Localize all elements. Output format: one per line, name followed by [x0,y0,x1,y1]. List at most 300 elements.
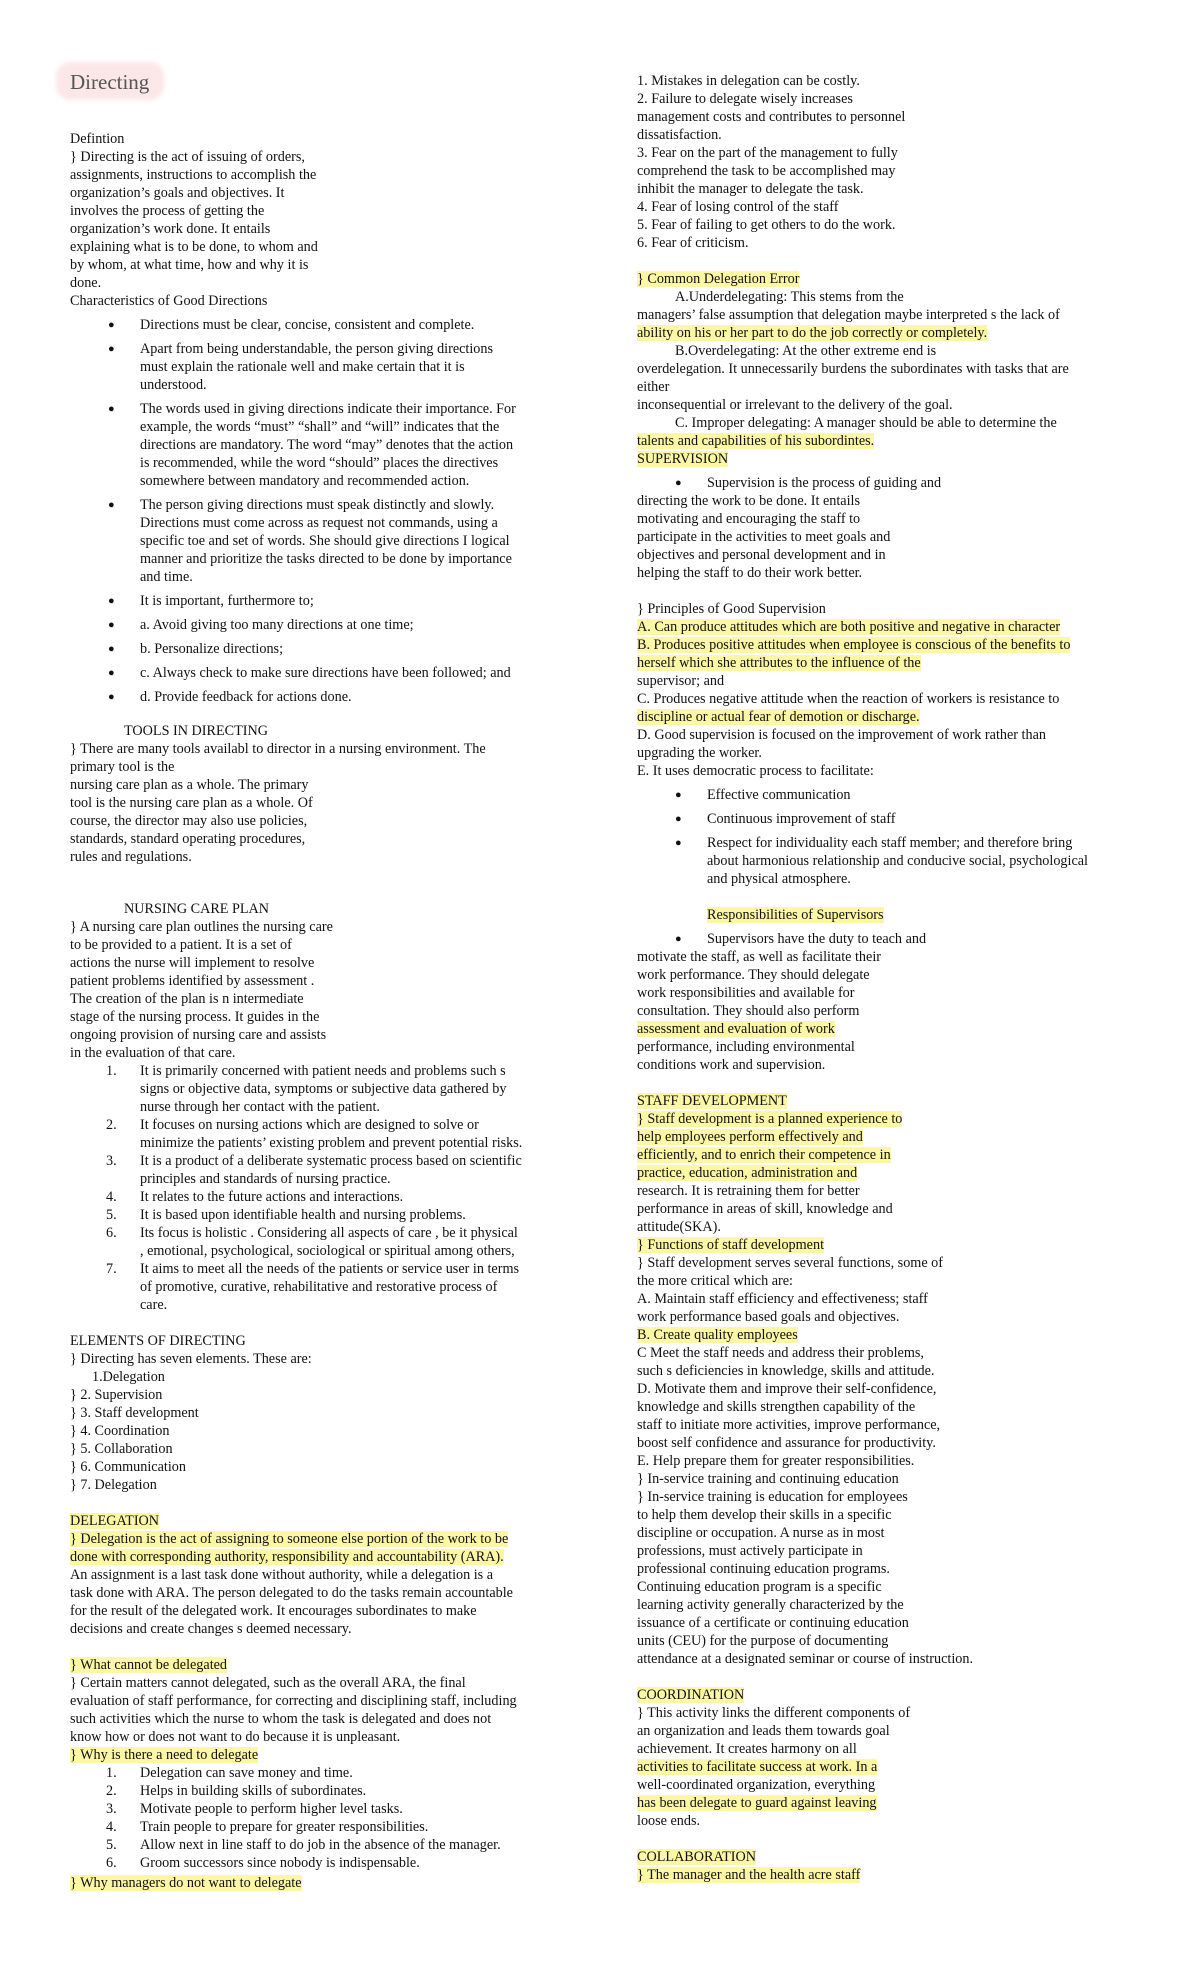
text-line-content: comprehend the task to be accomplished may [637,163,896,179]
text-line [637,324,987,342]
text-line-content: 4. Fear of losing control of the staff [637,199,839,215]
text-line [637,1272,793,1290]
text-line [637,396,953,414]
text-line-content: specific toe and set of words. She should give directions I logical [140,533,510,549]
text-line-content: efficiently, and to enrich their competence in [637,1147,891,1163]
text-line [637,72,860,90]
text-line [637,1614,909,1632]
text-line [637,1758,877,1776]
text-line [637,1722,890,1740]
text-line-content: nurse through her contact with the patient. [140,1099,380,1115]
text-line [70,918,333,936]
text-line [637,216,895,234]
text-line [140,1836,501,1854]
text-line [70,256,308,274]
text-line [106,1836,117,1854]
text-line-content: Characteristics of Good Directions [70,293,268,309]
text-line [637,690,1059,708]
text-line-content: organization’s work done. It entails [70,221,271,237]
text-line [675,342,936,360]
text-line-content: NURSING CARE PLAN [124,901,270,917]
text-line-content: 1. [106,1765,117,1781]
text-line-content: Directions must come across as request not commands, using a [140,515,498,531]
text-line-content: Motivate people to perform higher level tasks. [140,1801,403,1817]
text-line [637,1182,860,1200]
text-line [637,1650,973,1668]
text-line-content: for the result of the delegated work. It encourages subordinates to make [70,1603,477,1619]
text-line-content: discipline or occupation. A nurse as in most [637,1525,885,1541]
text-line [70,830,305,848]
text-line [637,432,874,450]
bullet-icon: ● [675,933,682,945]
text-line [707,930,926,948]
text-line [637,234,749,252]
text-line [637,1344,924,1362]
text-line [637,1038,855,1056]
text-line-content: herself which she attributes to the influence of the [637,655,921,671]
text-line-content: Allow next in line staff to do job in the absence of the manager. [140,1837,501,1853]
text-line-content: } Directing has seven elements. These are: [70,1351,312,1367]
text-line-content: D. Good supervision is focused on the improvement of work rather than [637,727,1046,743]
text-line-content: It is a product of a deliberate systematic process based on scientific [140,1153,522,1169]
text-line [70,936,292,954]
text-line [637,1056,825,1074]
text-line [70,812,307,830]
text-line-content: } Why managers do not want to delegate [70,1875,302,1891]
text-line [637,600,826,618]
text-line-content: signs or objective data, symptoms or subjective data gathered by [140,1081,507,1097]
text-line-content: professional continuing education programs. [637,1561,890,1577]
text-line [637,1560,890,1578]
text-line [106,1818,117,1836]
text-line [70,130,124,148]
text-line-content: The person giving directions must speak distinctly and slowly. [140,497,495,513]
text-line [637,306,1060,324]
text-line-content: Groom successors since nobody is indispensable. [140,1855,420,1871]
text-line-content: boost self confidence and assurance for productivity. [637,1435,936,1451]
text-line [140,418,499,436]
text-line [637,360,1069,378]
text-line [70,1710,491,1728]
text-line [707,786,851,804]
text-line [637,1362,934,1380]
text-line [637,1452,914,1470]
text-line [707,474,941,492]
text-line-content: d. Provide feedback for actions done. [140,689,352,705]
text-line [637,1578,882,1596]
text-line-content: b. Personalize directions; [140,641,284,657]
text-line [637,1866,860,1884]
text-line-content: E. It uses democratic process to facilitate: [637,763,874,779]
text-line-content: learning activity generally characterized by the [637,1597,904,1613]
text-line-content: staff to initiate more activities, improve performance, [637,1417,941,1433]
text-line-content: tool is the nursing care plan as a whole. Of [70,795,313,811]
text-line-content: B. Create quality employees [637,1327,798,1343]
text-line [70,238,318,256]
text-line [70,1746,258,1764]
text-line [140,1116,479,1134]
text-line-content: standards, standard operating procedures, [70,831,306,847]
text-line [124,722,268,740]
text-line [637,1200,893,1218]
text-line-content: } 7. Delegation [70,1477,157,1493]
text-line [637,1632,888,1650]
text-line [140,550,512,568]
text-line-content: research. It is retraining them for better [637,1183,860,1199]
text-line-content: } Why is there a need to delegate [70,1747,259,1763]
text-line [140,688,352,706]
text-line-content: helping the staff to do their work better. [637,565,863,581]
text-line-content: Defintion [70,131,125,147]
text-line-content: } The manager and the health acre staff [637,1867,861,1883]
text-line-content: } Staff development is a planned experience to [637,1111,903,1127]
text-line [637,1434,936,1452]
text-line [140,376,207,394]
text-line [637,198,838,216]
text-line [70,794,313,812]
text-line [106,1206,117,1224]
text-line [140,592,314,610]
text-line-content: 1. Mistakes in delegation can be costly. [637,73,860,89]
text-line [140,616,414,634]
text-line [140,514,498,532]
page-title: Directing [70,70,150,94]
bullet-icon: ● [108,319,115,331]
text-line [70,740,486,758]
text-line [637,546,886,564]
text-line [637,180,864,198]
text-line [637,1794,877,1812]
text-line-content: dissatisfaction. [637,127,722,143]
text-line [70,1458,186,1476]
text-line [106,1782,117,1800]
text-line-content: STAFF DEVELOPMENT [637,1093,787,1109]
text-line-content: Train people to prepare for greater responsibilities. [140,1819,429,1835]
text-line [70,220,270,238]
text-line-content: course, the director may also use policies, [70,813,308,829]
text-line [637,762,874,780]
text-line [637,726,1046,744]
text-line-content: to help them develop their skills in a specific [637,1507,892,1523]
text-line-content: participate in the activities to meet goals and [637,529,891,545]
text-line-content: 4. [106,1819,117,1835]
text-line [140,340,493,358]
text-line-content: assessment and evaluation of work [637,1021,835,1037]
text-line [637,948,881,966]
text-line-content: patient problems identified by assessment . [70,973,315,989]
text-line-content: is recommended, while the word “should” places the directives [140,455,499,471]
text-line [70,990,304,1008]
text-line-content: Continuous improvement of staff [707,811,896,827]
text-line [637,1380,936,1398]
text-line-content: supervisor; and [637,673,725,689]
text-line-content: a. Avoid giving too many directions at one time; [140,617,414,633]
text-line [637,636,1070,654]
text-line-content: } Common Delegation Error [637,271,800,287]
text-line [70,1728,400,1746]
text-line [140,568,193,586]
text-line [140,1854,420,1872]
text-line-content: ability on his or her part to do the job correctly or completely. [637,325,988,341]
text-line-content: 1.Delegation [92,1369,165,1385]
text-line-content: Supervision is the process of guiding and [707,475,942,491]
text-line-content: rules and regulations. [70,849,192,865]
bullet-icon: ● [108,343,115,355]
text-line [106,1764,117,1782]
text-line [637,1398,915,1416]
text-line-content: help employees perform effectively and [637,1129,863,1145]
text-line-content: stage of the nursing process. It guides in the [70,1009,320,1025]
text-line-content: motivating and encouraging the staff to [637,511,861,527]
text-line-content: E. Help prepare them for greater responsibilities. [637,1453,915,1469]
text-line [70,1512,159,1530]
text-line [140,1080,506,1098]
text-line [675,414,1057,432]
text-line-content: C. Produces negative attitude when the reaction of workers is resistance to [637,691,1060,707]
text-line-content: done. [70,275,102,291]
bullet-icon: ● [108,667,115,679]
text-line [140,640,283,658]
text-line [70,1332,246,1350]
text-line-content: C. Improper delegating: A manager should be able to determine the [675,415,1057,431]
text-line [637,162,895,180]
text-line-content: performance, including environmental [637,1039,855,1055]
text-line-content: issuance of a certificate or continuing education [637,1615,909,1631]
text-line [106,1188,117,1206]
text-line-content: } What cannot be delegated [70,1657,228,1673]
text-line [70,1692,517,1710]
text-line-content: Responsibilities of Supervisors [707,907,884,923]
text-line [140,532,510,550]
text-line-content: work responsibilities and available for [637,985,855,1001]
text-line [70,1566,493,1584]
text-line [70,1044,235,1062]
text-line-content: } Certain matters cannot delegated, such as the overall ARA, the final [70,1675,466,1691]
text-line-content: } In-service training is education for employees [637,1489,908,1505]
text-line-content: minimize the patients’ existing problem and prevent potential risks. [140,1135,523,1151]
text-line [637,1740,857,1758]
text-line-content: management costs and contributes to personnel [637,109,906,125]
text-line-content: Apart from being understandable, the person giving directions [140,341,494,357]
text-line [637,1848,756,1866]
text-line-content: directing the work to be done. It entails [637,493,860,509]
text-line [637,144,898,162]
text-line-content: 7. [106,1261,117,1277]
text-line [70,1674,466,1692]
text-line-content: } 4. Coordination [70,1423,170,1439]
text-line [140,1242,515,1260]
text-line-content: attendance at a designated seminar or course of instruction. [637,1651,974,1667]
text-line-content: } 2. Supervision [70,1387,163,1403]
text-line [70,148,305,166]
text-line-content: work performance. They should delegate [637,967,870,983]
text-line-content: } Functions of staff development [637,1237,825,1253]
text-line [637,1812,700,1830]
text-line-content: actions the nurse will implement to resolve [70,955,315,971]
text-line-content: about harmonious relationship and conducive social, psychological [707,853,1088,869]
text-line [637,1002,859,1020]
text-line-content: well-coordinated organization, everything [637,1777,876,1793]
text-line-content: and physical atmosphere. [707,871,851,887]
text-line [70,184,284,202]
text-line-content: understood. [140,377,207,393]
text-line-content: Continuing education program is a specific [637,1579,882,1595]
text-line [70,1620,352,1638]
text-line-content: COORDINATION [637,1687,745,1703]
text-line [637,1506,892,1524]
text-line-content: TOOLS IN DIRECTING [124,723,268,739]
text-line-content: C Meet the staff needs and address their problems, [637,1345,924,1361]
text-line-content: It is based upon identifiable health and nursing problems. [140,1207,466,1223]
text-line [140,1206,466,1224]
text-line [140,1188,403,1206]
text-line-content: Directions must be clear, concise, consistent and complete. [140,317,475,333]
text-line [637,1218,721,1236]
text-line [70,1026,326,1044]
text-line-content: involves the process of getting the [70,203,265,219]
text-line [707,810,896,828]
text-line-content: ELEMENTS OF DIRECTING [70,1333,246,1349]
text-line-content: decisions and create changes s deemed necessary. [70,1621,352,1637]
text-line [637,1236,824,1254]
text-line [707,834,1072,852]
text-line [637,126,722,144]
text-line [140,1224,518,1242]
text-line-content: } In-service training and continuing education [637,1471,899,1487]
text-line [106,1062,117,1080]
text-line [637,108,905,126]
text-line [707,852,1088,870]
text-line-content: It is important, furthermore to; [140,593,314,609]
text-line [70,776,308,794]
text-line-content: performance in areas of skill, knowledge and [637,1201,893,1217]
text-line-content: 4. [106,1189,117,1205]
text-line [637,270,799,288]
text-line-content: must explain the rationale well and make certain that it is [140,359,465,375]
text-line [92,1368,165,1386]
text-line [140,436,513,454]
text-line [140,1062,506,1080]
text-line-content: It aims to meet all the needs of the patients or service user in terms [140,1261,520,1277]
text-line [140,1098,380,1116]
text-line [70,758,174,776]
text-line [70,1530,508,1548]
text-line-content: managers’ false assumption that delegation maybe interpreted s the lack of [637,307,1060,323]
text-line [70,166,316,184]
text-line [70,1656,227,1674]
text-line-content: } Principles of Good Supervision [637,601,826,617]
text-line [637,654,921,672]
text-line [140,316,474,334]
text-line [637,1290,928,1308]
text-line [637,450,728,468]
text-line [637,492,860,510]
text-line [70,972,314,990]
text-line-content: 2. [106,1783,117,1799]
text-line-content: COLLABORATION [637,1849,757,1865]
text-line-content: 3. Fear on the part of the management to fully [637,145,898,161]
text-line-content: such s deficiencies in knowledge, skills and attitude. [637,1363,935,1379]
text-line [70,1440,173,1458]
text-line [637,1092,787,1110]
text-line [637,984,854,1002]
text-line [637,1164,857,1182]
text-line-content: to be provided to a patient. It is a set of [70,937,292,953]
text-line [106,1800,117,1818]
text-line [70,954,314,972]
text-line [140,1170,391,1188]
text-line [637,1308,899,1326]
text-line-content: Supervisors have the duty to teach and [707,931,927,947]
text-line-content: DELEGATION [70,1513,160,1529]
text-line-content: A.Underdelegating: This stems from the [675,289,904,305]
text-line-content: A. Maintain staff efficiency and effectiveness; staff [637,1291,928,1307]
text-line-content: organization’s goals and objectives. It [70,185,285,201]
text-line [70,1350,312,1368]
text-line [140,472,469,490]
text-line [106,1116,117,1134]
text-line-content: done with corresponding authority, responsibility and accountability (ARA). [70,1549,504,1565]
text-line-content: evaluation of staff performance, for correcting and disciplining staff, including [70,1693,517,1709]
text-line-content: } This activity links the different components of [637,1705,911,1721]
text-line-content: c. Always check to make sure directions have been followed; and [140,665,511,681]
text-line [637,1524,884,1542]
text-line [707,906,884,924]
text-line-content: directions are mandatory. The word “may” denotes that the action [140,437,514,453]
text-line [637,966,870,984]
text-line-content: has been delegate to guard against leaving [637,1795,877,1811]
text-line [637,510,860,528]
bullet-icon: ● [675,477,682,489]
text-line-content: conditions work and supervision. [637,1057,826,1073]
text-line-content: The creation of the plan is n intermediate [70,991,304,1007]
text-line-content: loose ends. [637,1813,701,1829]
bullet-icon: ● [108,595,115,607]
text-line-content: It is primarily concerned with patient needs and problems such s [140,1063,506,1079]
text-line [637,564,862,582]
text-line-content: It focuses on nursing actions which are designed to solve or [140,1117,479,1133]
text-line-content: 5. [106,1207,117,1223]
text-line-content: primary tool is the [70,759,175,775]
text-line-content: objectives and personal development and in [637,547,886,563]
text-line-content: } 5. Collaboration [70,1441,173,1457]
text-line [637,1704,910,1722]
text-line [140,1278,497,1296]
text-line-content: nursing care plan as a whole. The primary [70,777,309,793]
text-line-content: either [637,379,670,395]
text-line-content: 6. [106,1225,117,1241]
text-line-content: } There are many tools availabl to director in a nursing environment. The [70,741,486,757]
text-line [70,292,267,310]
text-line-content: D. Motivate them and improve their self-confidence, [637,1381,937,1397]
text-line-content: care. [140,1297,168,1313]
text-line [637,708,920,726]
text-line-content: 5. [106,1837,117,1853]
text-line-content: overdelegation. It unnecessarily burdens the subordinates with tasks that are [637,361,1069,377]
text-line [637,90,853,108]
text-line [106,1152,117,1170]
text-line-content: manner and prioritize the tasks directed to be done by importance [140,551,512,567]
text-line [140,1782,366,1800]
text-line-content: } 3. Staff development [70,1405,199,1421]
text-line-content: } Directing is the act of issuing of orders, [70,149,305,165]
text-line-content: 2. Failure to delegate wisely increases [637,91,853,107]
text-line-content: B.Overdelegating: At the other extreme end is [675,343,937,359]
text-line-content: 3. [106,1153,117,1169]
text-line [140,664,511,682]
text-line-content: consultation. They should also perform [637,1003,860,1019]
text-line [637,1488,908,1506]
